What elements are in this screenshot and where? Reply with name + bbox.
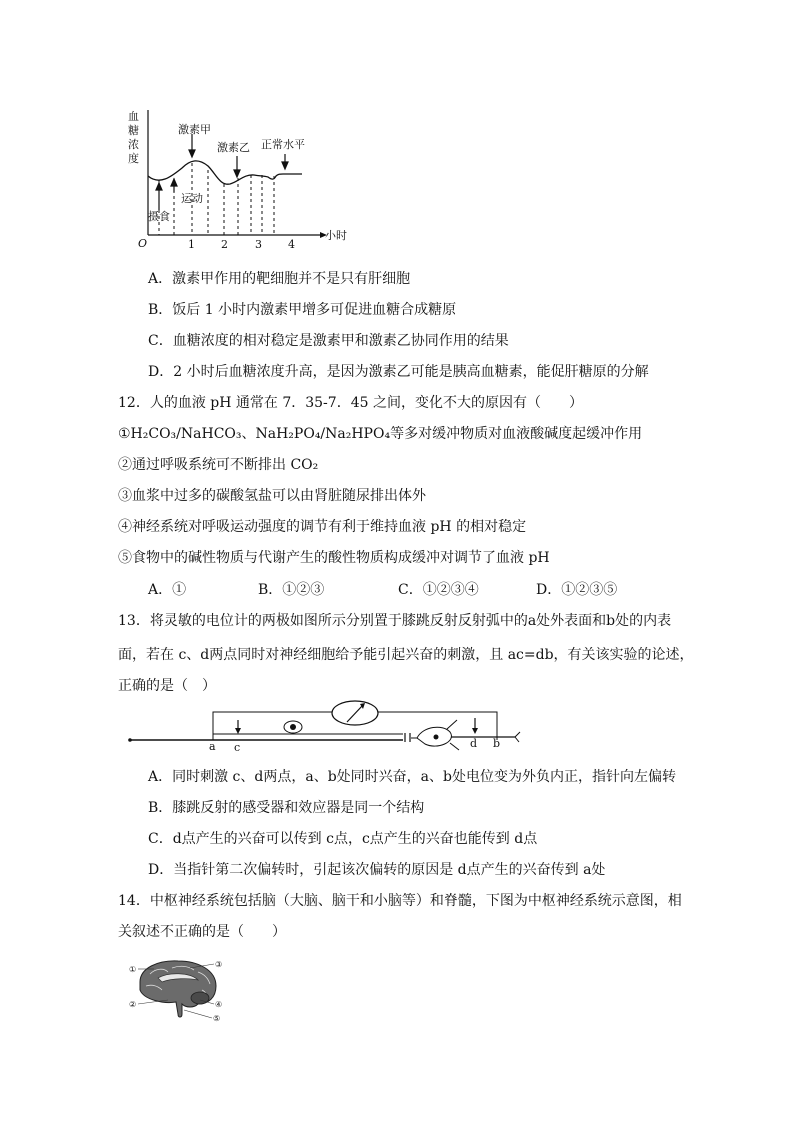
point-b-label: b bbox=[493, 737, 501, 750]
hormone-b-label: 激素乙 bbox=[217, 141, 250, 154]
q12-choice-b: B．①②③ bbox=[258, 582, 325, 598]
q13-stem-line-3: 正确的是（ ） bbox=[118, 678, 216, 694]
brain-label-5: ⑤ bbox=[213, 1014, 221, 1023]
brain-label-2: ② bbox=[129, 1000, 137, 1009]
q12-choice-c: C．①②③④ bbox=[398, 582, 479, 598]
brain-label-1: ① bbox=[129, 965, 137, 974]
q12-item-5: ⑤食物中的碱性物质与代谢产生的酸性物质构成缓冲对调节了血液 pH bbox=[118, 550, 550, 566]
exercise-label: 运动 bbox=[181, 192, 203, 205]
q12-item-2: ②通过呼吸系统可不断排出 CO₂ bbox=[118, 457, 319, 473]
q12-item-1: ①H₂CO₃/NaHCO₃、NaH₂PO₄/Na₂HPO₄等多对缓冲物质对血液酸碱度起缓冲作用 bbox=[118, 426, 643, 442]
y-axis-label-2: 糖 bbox=[128, 124, 139, 137]
y-axis-label-1: 血 bbox=[128, 110, 139, 123]
hormone-a-label: 激素甲 bbox=[178, 123, 211, 136]
brain-diagram bbox=[128, 956, 228, 1024]
x-tick-3: 3 bbox=[255, 238, 262, 251]
x-tick-4: 4 bbox=[288, 238, 295, 251]
glucose-curve bbox=[148, 161, 302, 184]
q13-option-d: D．当指针第二次偏转时，引起该次偏转的原因是 d点产生的兴奋传到 a处 bbox=[148, 862, 606, 878]
q12-choice-a: A．① bbox=[148, 582, 187, 598]
q14-stem-line-2: 关叙述不正确的是（ ） bbox=[118, 924, 286, 940]
q11-option-a: A．激素甲作用的靶细胞并不是只有肝细胞 bbox=[148, 271, 411, 287]
q11-option-b: B．饭后 1 小时内激素甲增多可促进血糖合成糖原 bbox=[148, 302, 457, 318]
y-axis-label-3: 浓 bbox=[128, 138, 139, 151]
point-a-label: a bbox=[209, 740, 216, 753]
brain-label-4: ④ bbox=[215, 1000, 223, 1009]
y-axis-label-4: 度 bbox=[128, 152, 139, 165]
point-c-label: c bbox=[234, 741, 241, 754]
q13-stem-line-1: 13．将灵敏的电位计的两极如图所示分别置于膝跳反射反射弧中的a处外表面和b处的内表 bbox=[118, 613, 672, 629]
x-tick-2: 2 bbox=[221, 238, 228, 251]
q12-item-4: ④神经系统对呼吸运动强度的调节有利于维持血液 pH 的相对稳定 bbox=[118, 519, 527, 535]
q12-choice-d: D．①②③⑤ bbox=[536, 582, 618, 598]
x-tick-1: 1 bbox=[188, 238, 195, 251]
brain-label-3: ③ bbox=[215, 960, 223, 969]
q11-option-c: C．血糖浓度的相对稳定是激素甲和激素乙协同作用的结果 bbox=[148, 333, 509, 349]
q12-item-3: ③血浆中过多的碳酸氢盐可以由肾脏随尿排出体外 bbox=[118, 488, 426, 504]
q14-stem-line-1: 14．中枢神经系统包括脑（大脑、脑干和小脑等）和脊髓，下图为中枢神经系统示意图，相 bbox=[118, 893, 682, 909]
q12-stem: 12．人的血液 pH 通常在 7．35-7．45 之间，变化不大的原因有（ ） bbox=[118, 395, 583, 411]
normal-level-label: 正常水平 bbox=[261, 138, 305, 151]
q13-option-c: C．d点产生的兴奋可以传到 c点，c点产生的兴奋也能传到 d点 bbox=[148, 831, 538, 847]
intake-label: 摄食 bbox=[148, 210, 170, 223]
q13-option-b: B．膝跳反射的感受器和效应器是同一个结构 bbox=[148, 800, 425, 816]
q11-option-d: D．2 小时后血糖浓度升高，是因为激素乙可能是胰高血糖素，能促肝糖原的分解 bbox=[148, 364, 649, 380]
x-axis-unit: 小时 bbox=[325, 229, 347, 242]
point-d-label: d bbox=[470, 737, 478, 750]
blood-glucose-graph bbox=[120, 100, 360, 255]
reflex-arc-diagram bbox=[125, 700, 535, 755]
q13-option-a: A．同时刺激 c、d两点，a、b处同时兴奋，a、b处电位变为外负内正，指针向左偏转 bbox=[148, 769, 676, 785]
q13-stem-line-2: 面，若在 c、d两点同时对神经细胞给予能引起兴奋的刺激，且 ac=db，有关该实验的论述， bbox=[118, 647, 694, 663]
origin-label: O bbox=[138, 237, 148, 250]
